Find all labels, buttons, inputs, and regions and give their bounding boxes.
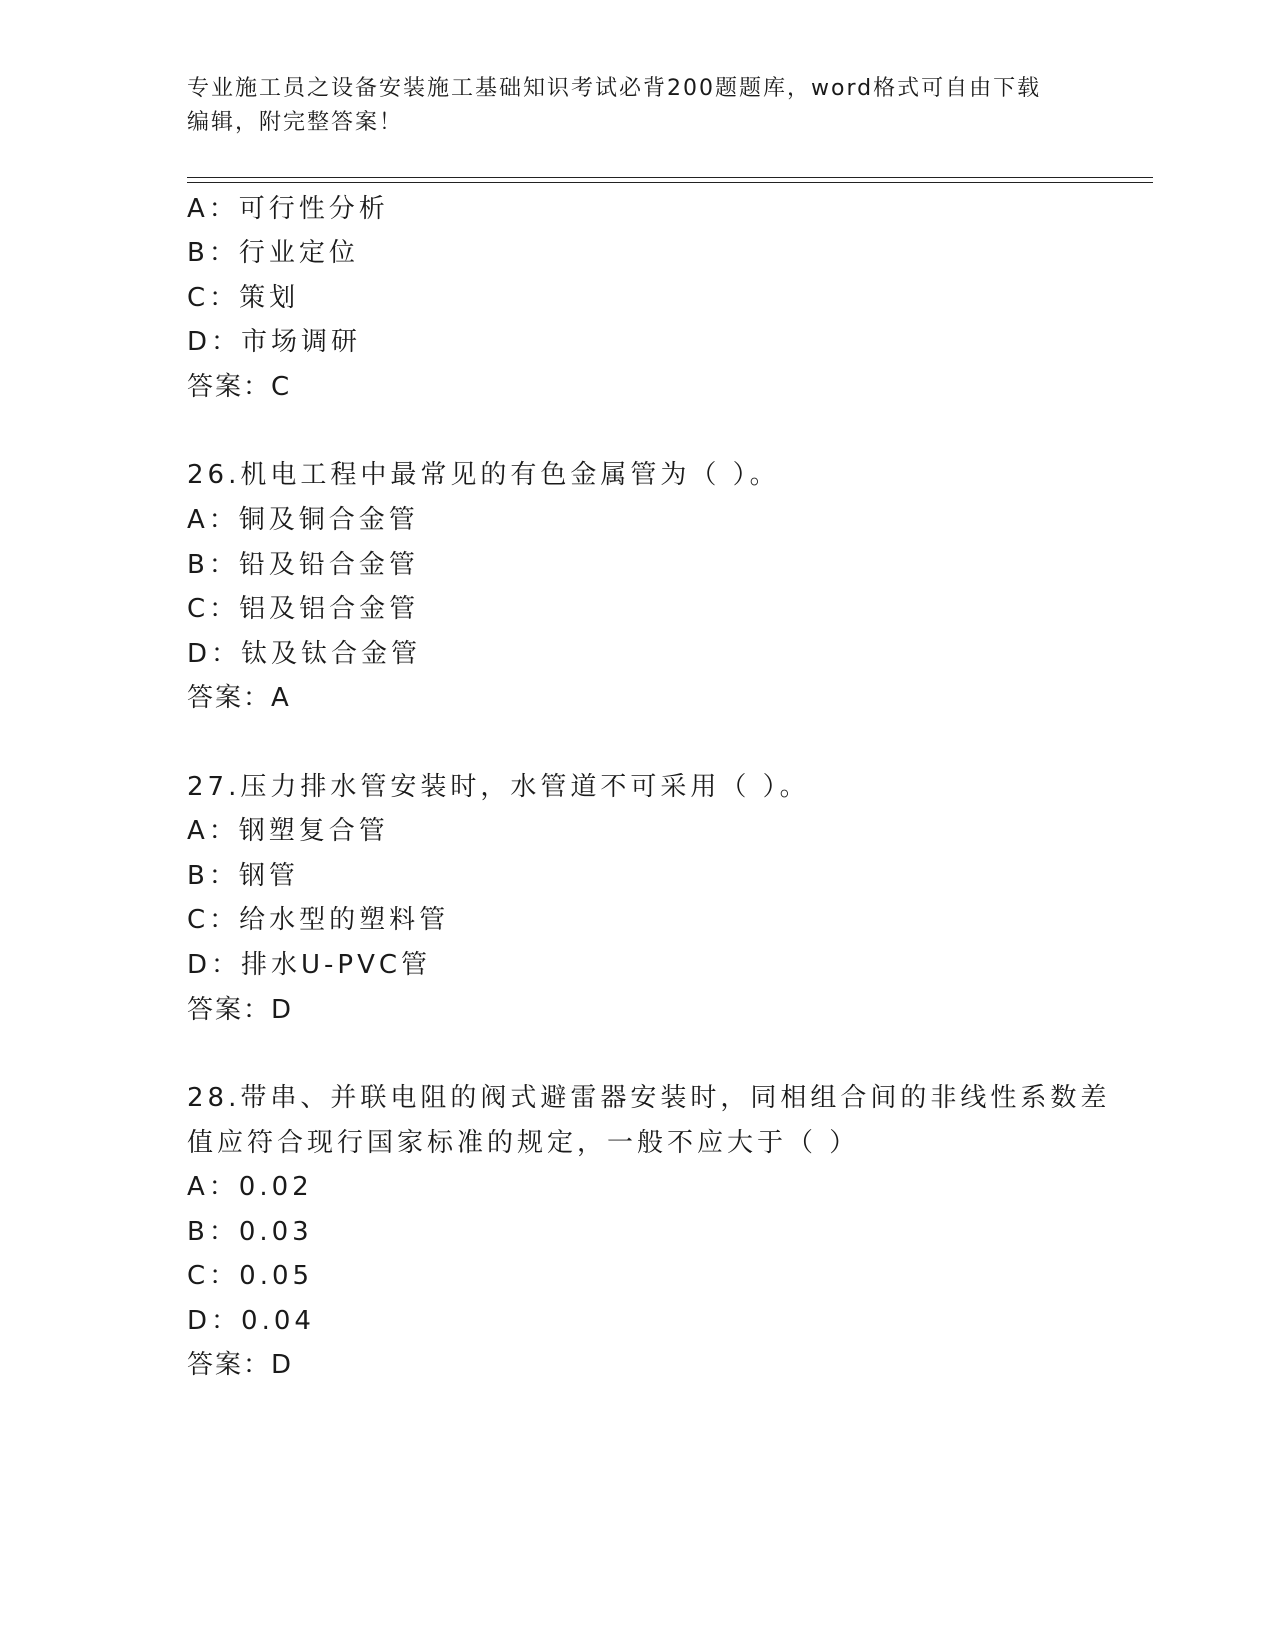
header-title-line-1: 专业施工员之设备安装施工基础知识考试必背200题题库，word格式可自由下载 — [187, 76, 1042, 101]
q27-answer: 答案：D — [187, 995, 294, 1025]
q27-stem: 27.压力排水管安装时，水管道不可采用（ ）。 — [187, 772, 810, 802]
q27-option-d: D：排水U-PVC管 — [187, 950, 432, 980]
q25-option-b: B：行业定位 — [187, 238, 359, 268]
q28-option-c: C：0.05 — [187, 1261, 314, 1291]
q26-stem: 26.机电工程中最常见的有色金属管为（ ）。 — [187, 460, 780, 490]
q27-option-c: C：给水型的塑料管 — [187, 905, 450, 935]
q25-option-a: A：可行性分析 — [187, 194, 389, 224]
header-divider-top — [187, 177, 1153, 178]
header-title-line-2: 编辑，附完整答案！ — [187, 110, 404, 135]
q26-option-b: B：铅及铅合金管 — [187, 550, 419, 580]
document-header — [187, 72, 1067, 140]
q26-answer: 答案：A — [187, 683, 291, 713]
header-divider-bottom — [187, 182, 1153, 183]
q26-option-c: C：铝及铝合金管 — [187, 594, 420, 624]
q28-stem-line-2: 值应符合现行国家标准的规定，一般不应大于（ ） — [187, 1128, 860, 1158]
q25-answer: 答案：C — [187, 372, 292, 402]
q27-option-b: B：钢管 — [187, 861, 299, 891]
q28-option-b: B：0.03 — [187, 1217, 313, 1247]
q25-option-c: C：策划 — [187, 283, 300, 313]
q28-stem-line-1: 28.带串、并联电阻的阀式避雷器安装时，同相组合间的非线性系数差 — [187, 1083, 1111, 1113]
q27-option-a: A：钢塑复合管 — [187, 816, 389, 846]
q28-option-d: D：0.04 — [187, 1306, 315, 1336]
q25-option-d: D：市场调研 — [187, 327, 362, 357]
q26-option-a: A：铜及铜合金管 — [187, 505, 419, 535]
q26-option-d: D：钛及钛合金管 — [187, 639, 422, 669]
q28-option-a: A：0.02 — [187, 1172, 313, 1202]
q28-answer: 答案：D — [187, 1350, 294, 1380]
